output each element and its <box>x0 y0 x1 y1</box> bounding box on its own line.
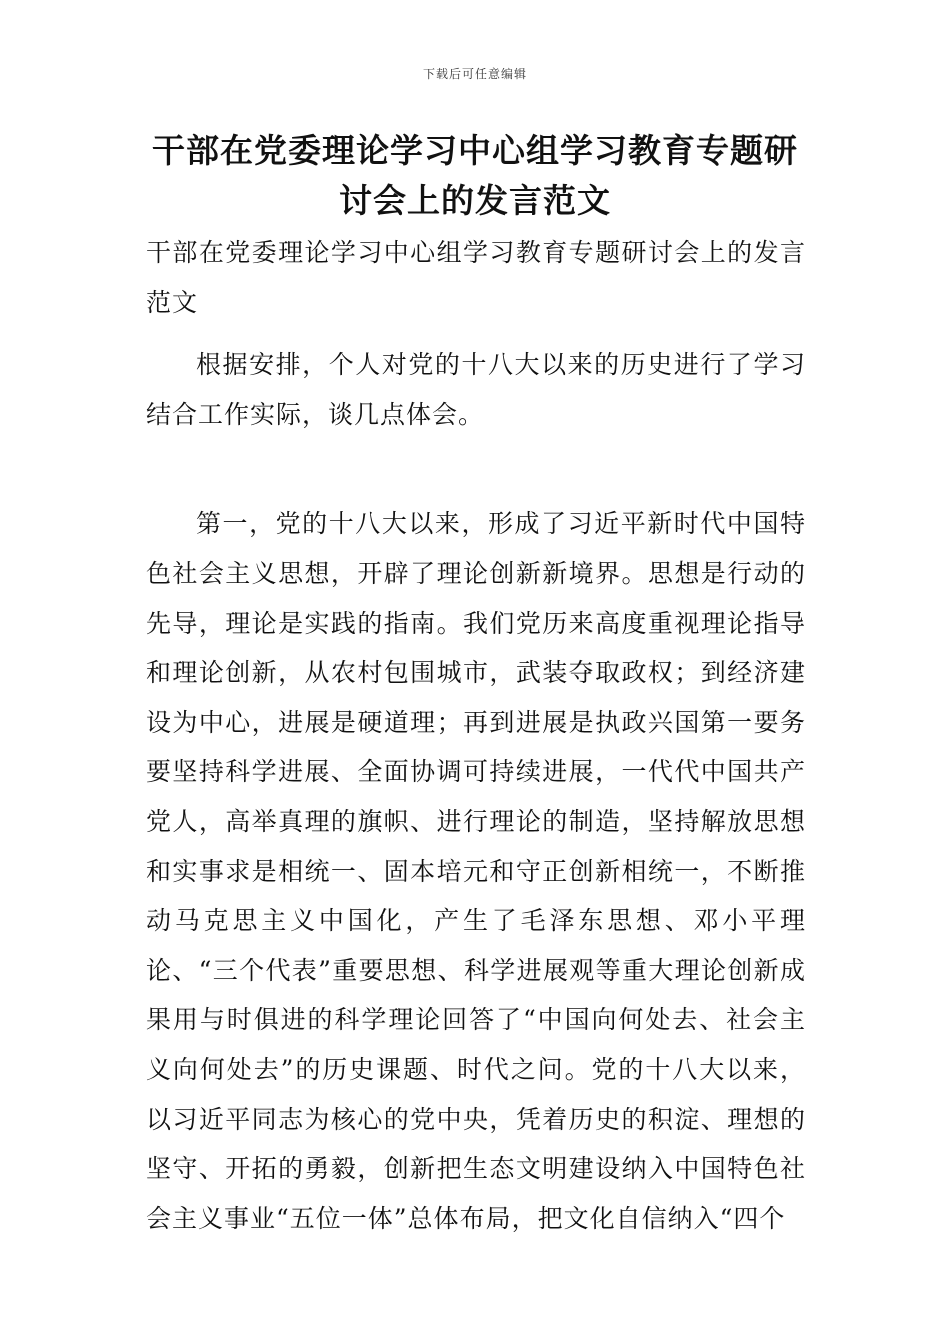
document-title: 干部在党委理论学习中心组学习教育专题研讨会上的发言范文 <box>152 131 798 220</box>
document-body <box>146 228 806 1243</box>
header-note: 下载后可任意编辑 <box>422 67 527 81</box>
paragraph-first-point: 第一，党的十八大以来，形成了习近平新时代中国特色社会主义思想，开辟了理论创新新境界。思想是行动的先导，理论是实践的指南。我们党历来高度重视理论指导和理论创新，从农村包围城市，武装夺取政权；到经济建设为中心，进展是硬道理；再到进展是执政兴国第一要务要坚持科学进展、全面协调可持续进展，一代代中国共产党人，高举真理的旗帜、进行理论的制造，坚持解放思想和实事求是相统一、固本培元和守正创新相统一，不断推动马克思主义中国化，产生了毛泽东思想、邓小平理论、“三个代表”重要思想、科学进展观等重大理论创新成果用与时俱进的科学理论回答了“中国向何处去、社会主义向何处去”的历史课题、时代之问。党的十八大以来，以习近平同志为核心的党中央，凭着历史的积淀、理想的坚守、开拓的勇毅，创新把生态文明建设纳入中国特色社会主义事业“五位一体”总体布局，把文化自信纳入“四个 <box>146 509 806 1233</box>
paragraph-spacer <box>146 439 806 499</box>
document-subtitle: 干部在党委理论学习中心组学习教育专题研讨会上的发言范文 <box>146 238 806 317</box>
paragraph-intro: 根据安排，个人对党的十八大以来的历史进行了学习结合工作实际，谈几点体会。 <box>146 350 806 429</box>
